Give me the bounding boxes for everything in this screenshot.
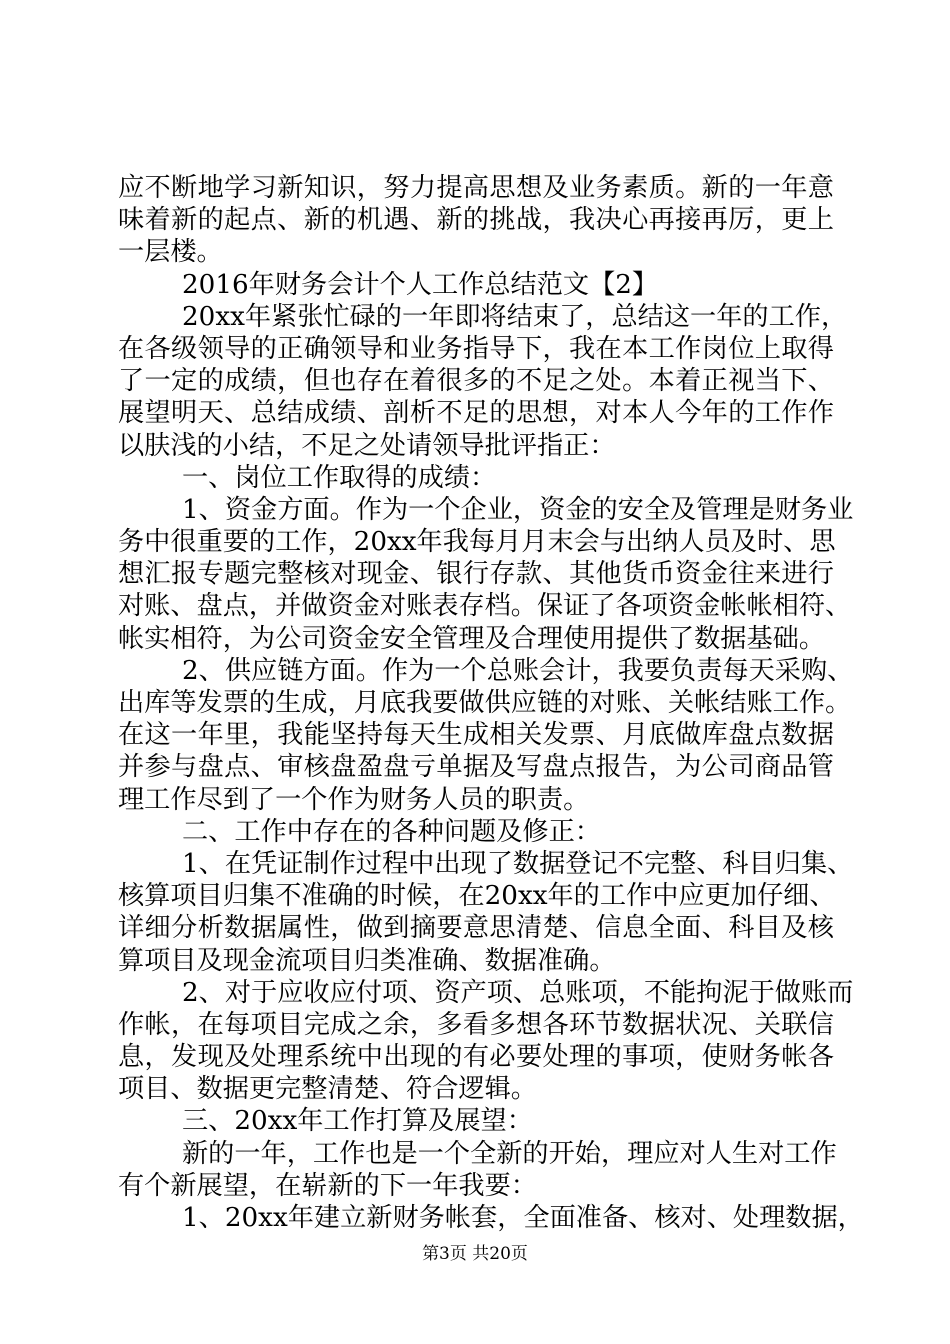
section-heading: 2016年财务会计个人工作总结范文【2】 [182,269,659,300]
text-line: 详细分析数据属性，做到摘要意思清楚、信息全面、科目及核 [118,913,834,944]
text-line: 应不断地学习新知识，努力提高思想及业务素质。新的一年意 [118,173,834,203]
text-line: 以肤浅的小结，不足之处请领导批评指正： [118,430,616,461]
text-line: 展望明天、总结成绩、剖析不足的思想，对本人今年的工作作 [118,398,834,429]
text-line: 作帐，在每项目完成之余，多看多想各环节数据状况、关联信 [118,1009,834,1040]
text-line: 2、供应链方面。作为一个总账会计，我要负责每天采购、 [182,655,854,686]
text-line: 息，发现及处理系统中出现的有必要处理的事项，使财务帐各 [118,1042,834,1073]
section-heading: 二、工作中存在的各种问题及修正： [182,816,601,847]
text-line: 了一定的成绩，但也存在着很多的不足之处。本着正视当下、 [118,366,834,397]
text-line: 味着新的起点、新的机遇、新的挑战，我决心再接再厉，更上 [118,205,834,236]
text-line: 在各级领导的正确领导和业务指导下，我在本工作岗位上取得 [118,333,834,364]
text-line: 算项目及现金流项目归类准确、数据准确。 [118,945,616,976]
text-line: 在这一年里，我能坚持每天生成相关发票、月底做库盘点数据 [118,720,834,751]
text-line: 1、资金方面。作为一个企业，资金的安全及管理是财务业 [182,494,854,525]
text-line: 出库等发票的生成，月底我要做供应链的对账、关帐结账工作。 [118,688,852,718]
text-line: 有个新展望，在崭新的下一年我要： [118,1170,537,1201]
text-line: 想汇报专题完整核对现金、银行存款、其他货币资金往来进行 [118,559,834,590]
text-line: 理工作尽到了一个作为财务人员的职责。 [118,784,590,815]
text-line: 20xx年紧张忙碌的一年即将结束了，总结这一年的工作， [182,301,848,332]
text-line: 帐实相符，为公司资金安全管理及合理使用提供了数据基础。 [118,623,826,654]
text-line: 核算项目归集不准确的时候，在20xx年的工作中应更加仔细、 [118,881,836,912]
text-line: 务中很重要的工作，20xx年我每月月末会与出纳人员及时、思 [118,527,836,558]
text-line: 1、20xx年建立新财务帐套，全面准备、核对、处理数据， [182,1203,864,1233]
text-line: 并参与盘点、审核盘盈盘亏单据及写盘点报告，为公司商品管 [118,752,834,783]
text-line: 对账、盘点，并做资金对账表存档。保证了各项资金帐帐相符、 [118,591,852,622]
text-line: 项目、数据更完整清楚、符合逻辑。 [118,1074,537,1105]
text-line: 2、对于应收应付项、资产项、总账项，不能拘泥于做账而 [182,977,854,1008]
document-body [118,172,864,1234]
text-line: 1、在凭证制作过程中出现了数据登记不完整、科目归集、 [182,848,854,879]
text-line: 新的一年，工作也是一个全新的开始，理应对人生对工作 [182,1138,837,1169]
section-heading: 三、20xx年工作打算及展望： [182,1106,533,1137]
text-line: 一层楼。 [118,237,223,268]
page-footer: 第3页 共20页 [422,1244,528,1264]
section-heading: 一、岗位工作取得的成绩： [182,462,497,493]
